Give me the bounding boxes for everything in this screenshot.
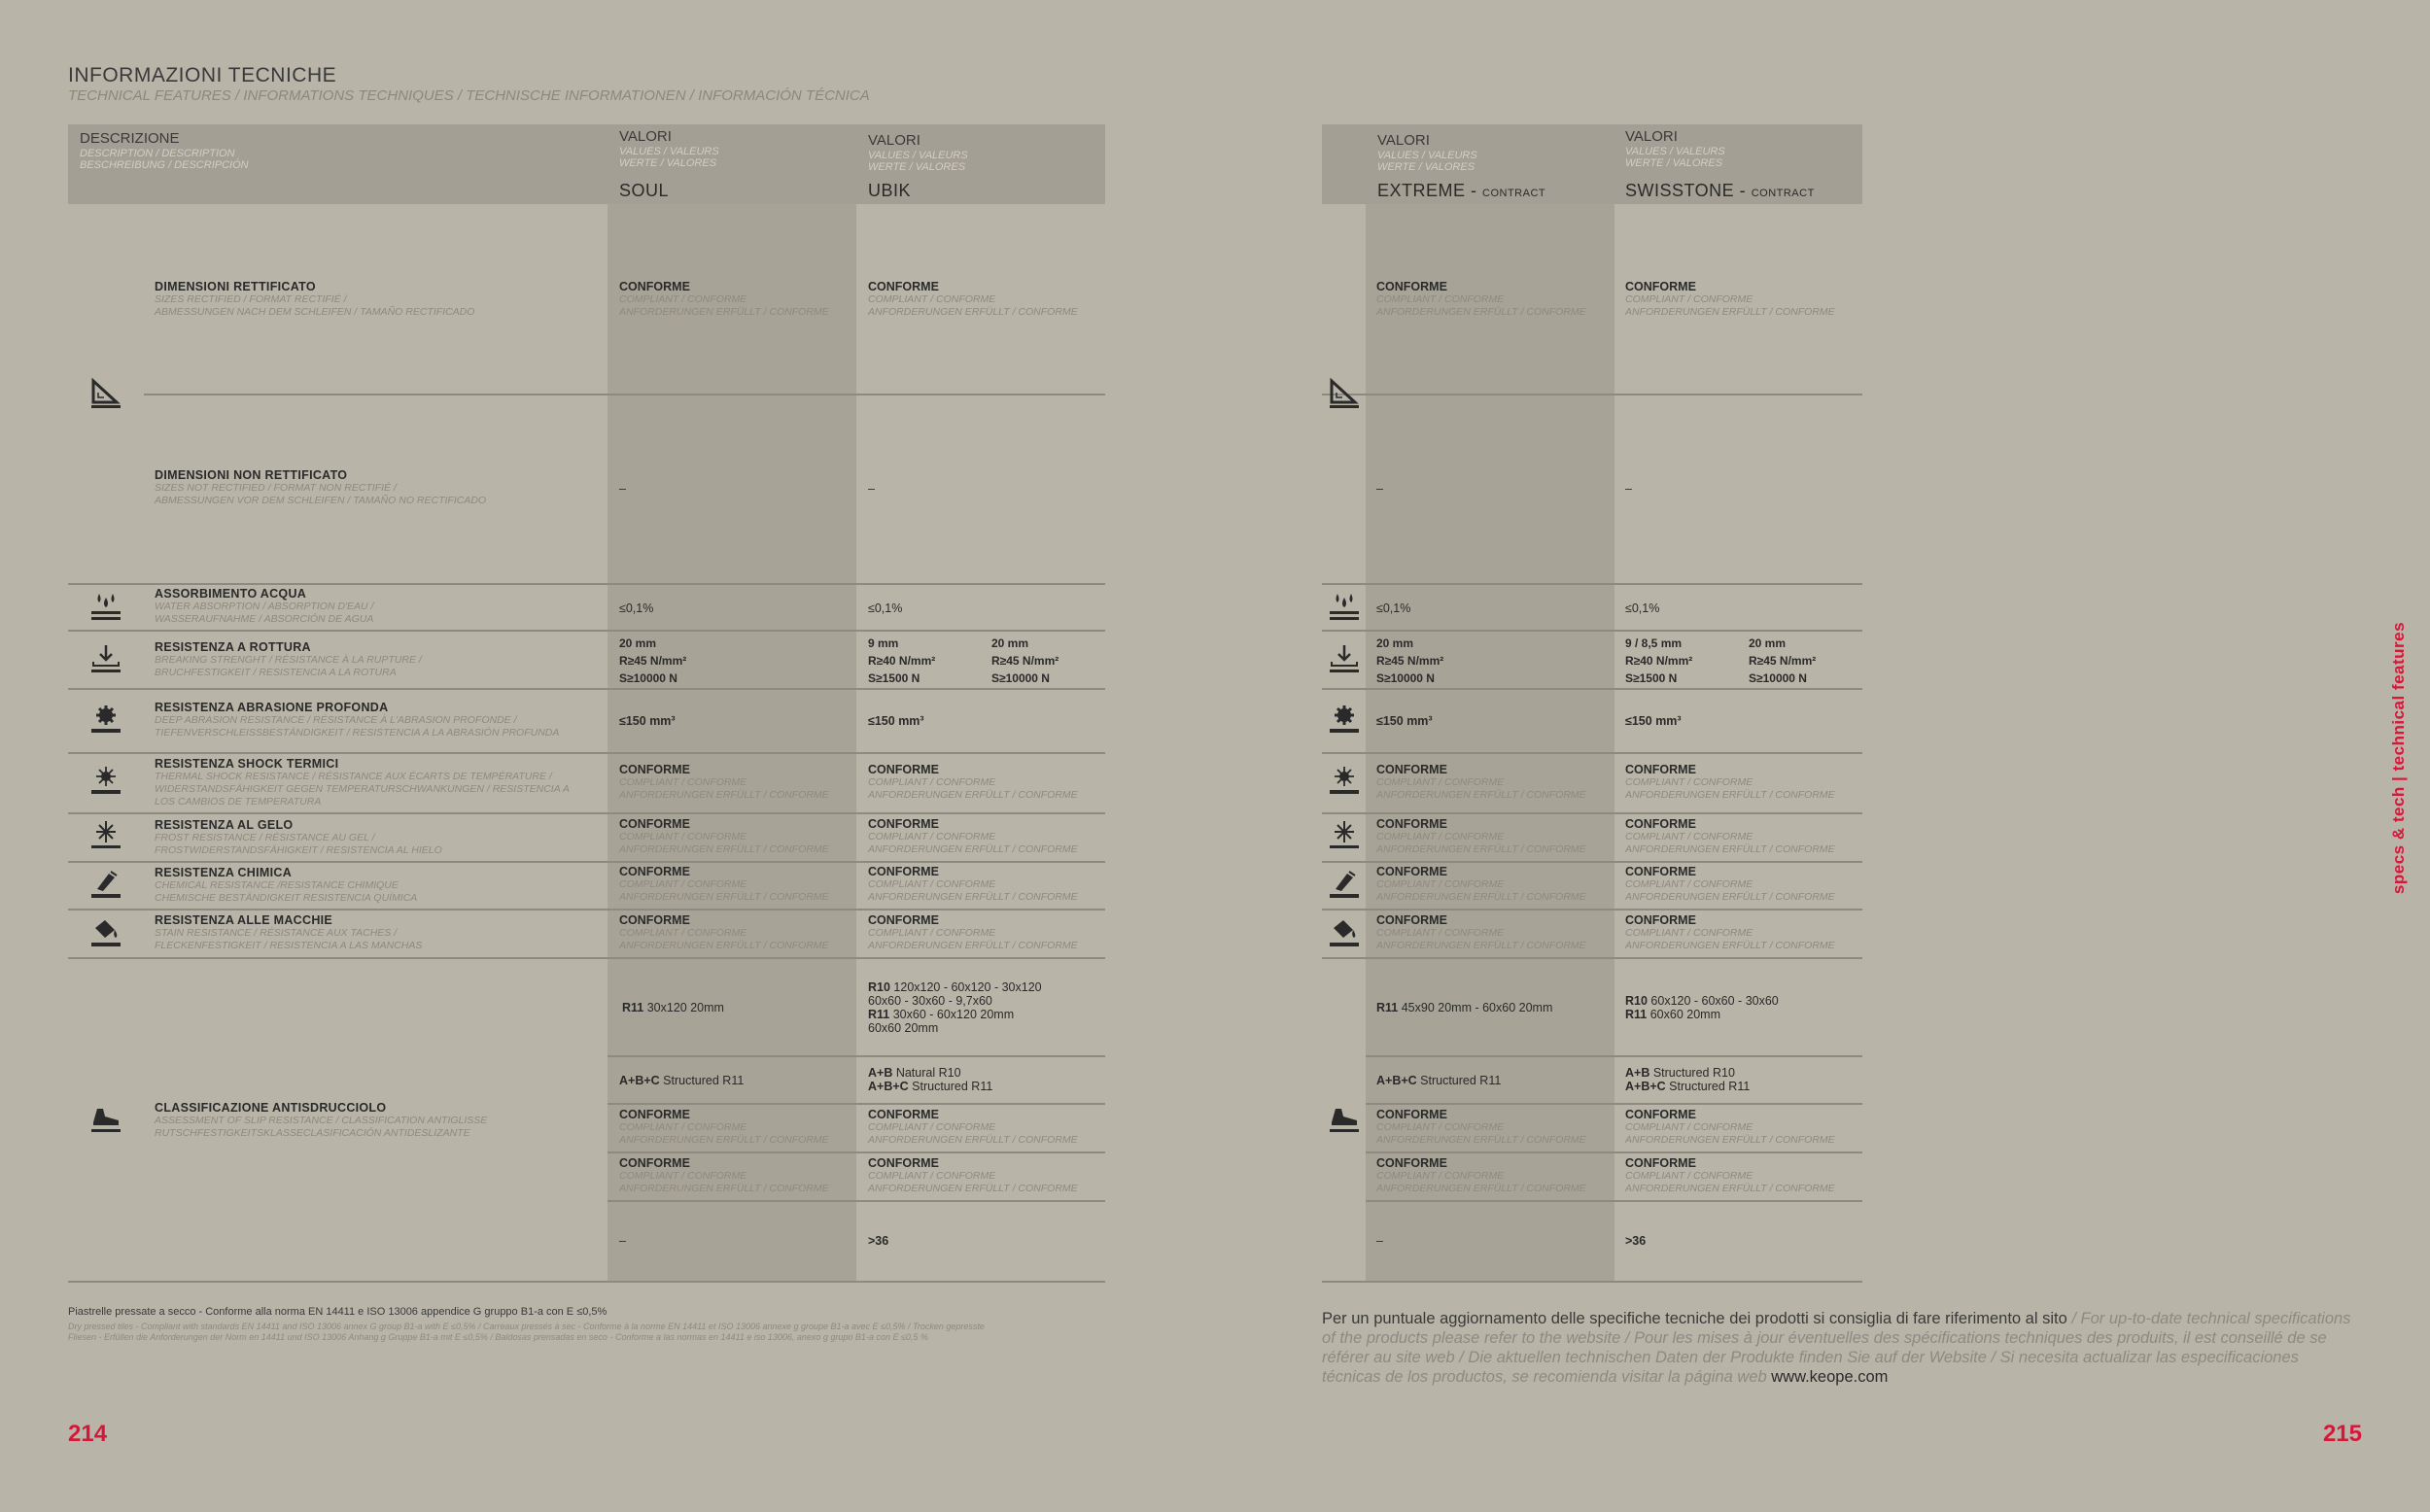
row-label: RESISTENZA A ROTTURA	[155, 640, 311, 654]
row-divider	[1322, 812, 1862, 814]
value-sub: COMPLIANT / CONFORME ANFORDERUNGEN ERFÜLLT / CONFORME	[1625, 1121, 1835, 1146]
row-divider	[68, 957, 1105, 959]
values-header-sub: VALUES / VALEURS WERTE / VALORES	[619, 146, 719, 169]
value-line	[1625, 1080, 1750, 1093]
swisstone-slip-conf2	[1625, 1156, 1835, 1195]
value-bold: A+B+C	[619, 1074, 660, 1087]
value-bold: CONFORME	[868, 280, 939, 293]
value-text: 60x60 20mm	[868, 1021, 939, 1035]
extreme-slip-conf1	[1376, 1108, 1586, 1147]
row-sublabel: THERMAL SHOCK RESISTANCE / RÉSISTANCE AUX ÉCARTS DE TEMPÉRATURE / WIDERSTANDSFÄHIGKEIT GEGEN TEMPERATURSCHWANKUNGEN / RESISTENCIA A LOS CAMBIOS DE TEMPERATURA	[155, 771, 570, 808]
extreme-chimica-value	[1376, 865, 1586, 904]
row-divider	[608, 1055, 1105, 1057]
extreme-nonrett-value: –	[1376, 482, 1383, 496]
value-bold: CONFORME	[1376, 817, 1447, 831]
row-assorbimento-acqua	[155, 587, 373, 626]
row-label: DIMENSIONI RETTIFICATO	[155, 280, 316, 293]
swisstone-slip-r-value	[1625, 994, 1779, 1021]
product-name: SWISSTONE -	[1625, 181, 1752, 200]
soul-rottura-value: 20 mm R≥45 N/mm² S≥10000 N	[619, 636, 687, 685]
row-divider	[1322, 688, 1862, 690]
description-header-label: DESCRIZIONE	[80, 130, 180, 147]
ubik-abrasione-value: ≤150 mm³	[868, 714, 924, 728]
row-divider	[1322, 957, 1862, 959]
values-header-sub: VALUES / VALEURS WERTE / VALORES	[868, 150, 968, 173]
product-name: EXTREME -	[1377, 181, 1483, 200]
value-text: Structured R10	[1649, 1066, 1735, 1080]
breaking-arrow-icon	[89, 642, 122, 675]
swisstone-nonrett-value: –	[1625, 482, 1632, 496]
chemical-flask-icon	[89, 868, 122, 901]
values-header-sub: VALUES / VALEURS WERTE / VALORES	[1625, 146, 1725, 169]
set-square-icon	[1328, 377, 1361, 410]
value-sub: COMPLIANT / CONFORME ANFORDERUNGEN ERFÜLLT / CONFORME	[1376, 1170, 1586, 1194]
value-bold: CONFORME	[868, 763, 939, 776]
soul-acqua-value: ≤0,1%	[619, 601, 654, 615]
product-suffix: CONTRACT	[1751, 188, 1815, 199]
values-header-sub: VALUES / VALEURS WERTE / VALORES	[1377, 150, 1477, 173]
page-number-right: 215	[2322, 1421, 2362, 1447]
water-drops-icon	[89, 590, 122, 623]
row-divider	[68, 861, 1105, 863]
value-bold: A+B	[868, 1066, 893, 1080]
row-dimensioni-non-rettificato	[155, 468, 486, 507]
extreme-slip-conf2	[1376, 1156, 1586, 1195]
value-bold: CONFORME	[619, 913, 690, 927]
value-line	[1625, 1066, 1750, 1080]
row-divider	[144, 394, 1105, 395]
extreme-slip-r-value	[1376, 1001, 1552, 1014]
value-sub: COMPLIANT / CONFORME ANFORDERUNGEN ERFÜLLT / CONFORME	[1376, 293, 1586, 318]
value-bold: CONFORME	[1625, 913, 1696, 927]
chemical-flask-icon	[1328, 868, 1361, 901]
value-text: Structured R11	[908, 1080, 993, 1093]
row-sublabel: SIZES NOT RECTIFIED / FORMAT NON RECTIFIÉ / ABMESSUNGEN VOR DEM SCHLEIFEN / TAMAÑO NO RECTIFICADO	[155, 482, 487, 506]
value-sub: COMPLIANT / CONFORME ANFORDERUNGEN ERFÜLLT / CONFORME	[1376, 831, 1586, 855]
product-ubik-header: UBIK	[868, 181, 912, 200]
footnote-left: Piastrelle pressate a secco - Conforme alla norma EN 14411 e ISO 13006 appendice G gruppo B1-a con E ≤0,5%	[68, 1306, 608, 1318]
row-classificazione-antisdrucciolo	[155, 1101, 487, 1140]
value-bold: CONFORME	[868, 913, 939, 927]
row-sublabel: ASSESSMENT OF SLIP RESISTANCE / CLASSIFICATION ANTIGLISSE RUTSCHFESTIGKEITSKLASSECLASIFICACIÓN ANTIDESLIZANTE	[155, 1115, 488, 1139]
value-text: 60x60 20mm	[1647, 1008, 1720, 1021]
soul-abrasione-value: ≤150 mm³	[619, 714, 676, 728]
side-section-label	[2379, 602, 2418, 913]
extreme-slip-last: –	[1376, 1234, 1383, 1248]
value-sub: COMPLIANT / CONFORME ANFORDERUNGEN ERFÜLLT / CONFORME	[1376, 1121, 1586, 1146]
row-label: RESISTENZA ABRASIONE PROFONDA	[155, 701, 389, 714]
slip-shoe-icon	[89, 1103, 122, 1136]
value-bold: CONFORME	[1625, 817, 1696, 831]
extreme-gelo-value	[1376, 817, 1586, 856]
thermal-shock-icon	[1328, 764, 1361, 797]
value-bold: A+B	[1625, 1066, 1650, 1080]
row-label: RESISTENZA AL GELO	[155, 818, 294, 832]
row-label: DIMENSIONI NON RETTIFICATO	[155, 468, 348, 482]
row-resistenza-chimica	[155, 866, 417, 905]
value-bold: R11	[622, 1001, 644, 1014]
ubik-rottura-value-a: 9 mm R≥40 N/mm² S≥1500 N	[868, 636, 936, 685]
row-divider	[68, 909, 1105, 911]
left-table-header	[68, 124, 1105, 204]
value-bold: CONFORME	[619, 865, 690, 878]
row-divider	[68, 752, 1105, 754]
soul-chimica-value	[619, 865, 829, 904]
swisstone-macchie-value	[1625, 913, 1835, 952]
value-sub: COMPLIANT / CONFORME ANFORDERUNGEN ERFÜLLT / CONFORME	[619, 1170, 829, 1194]
value-sub: COMPLIANT / CONFORME ANFORDERUNGEN ERFÜLLT / CONFORME	[619, 1121, 829, 1146]
value-bold: R11	[1376, 1001, 1399, 1014]
value-sub: COMPLIANT / CONFORME ANFORDERUNGEN ERFÜLLT / CONFORME	[1376, 927, 1586, 951]
footnote-right-translations: / For up-to-date technical specifications of the products please refer to the website / Pour les mises à jour éventuelles des spécifications techniques des produits, il est conseillé de se référer au site web / Die aktuellen technischen Daten der Produkte finden Sie auf der Website / Si necesita actualizar las especificaciones técnicas de los productos, se recomienda visitar la página web	[1322, 1310, 2351, 1386]
row-divider	[1322, 752, 1862, 754]
stain-bucket-icon	[1328, 916, 1361, 949]
set-square-icon	[89, 377, 122, 410]
row-divider	[1322, 861, 1862, 863]
value-text: Structured R11	[659, 1074, 745, 1087]
value-line	[868, 1021, 1042, 1035]
values-header-label: VALORI	[619, 128, 672, 145]
row-divider	[608, 1151, 1105, 1153]
value-sub: COMPLIANT / CONFORME ANFORDERUNGEN ERFÜLLT / CONFORME	[868, 878, 1078, 903]
row-divider	[1322, 394, 1862, 395]
value-sub: COMPLIANT / CONFORME ANFORDERUNGEN ERFÜLLT / CONFORME	[619, 927, 829, 951]
value-sub: COMPLIANT / CONFORME ANFORDERUNGEN ERFÜLLT / CONFORME	[1376, 776, 1586, 801]
value-bold: CONFORME	[1376, 1108, 1447, 1121]
value-text: Structured R11	[1416, 1074, 1502, 1087]
frost-snowflake-icon	[89, 818, 122, 851]
row-dimensioni-rettificato	[155, 280, 474, 319]
value-sub: COMPLIANT / CONFORME ANFORDERUNGEN ERFÜLLT / CONFORME	[619, 831, 829, 855]
value-text: Natural R10	[892, 1066, 961, 1080]
value-bold: CONFORME	[1376, 913, 1447, 927]
soul-nonrett-value: –	[619, 482, 626, 496]
thermal-shock-icon	[89, 764, 122, 797]
value-text: 30x60 - 60x120 20mm	[889, 1008, 1015, 1021]
side-label-text: specs & tech | technical features	[2389, 621, 2408, 895]
swisstone-rottura-value-b: 20 mm R≥45 N/mm² S≥10000 N	[1749, 636, 1817, 685]
ubik-chimica-value	[868, 865, 1078, 904]
soul-gelo-value	[619, 817, 829, 856]
soul-macchie-value	[619, 913, 829, 952]
extreme-shock-value	[1376, 763, 1586, 802]
swisstone-slip-c-value	[1625, 1066, 1750, 1093]
page-number-left: 214	[68, 1421, 108, 1447]
swisstone-gelo-value	[1625, 817, 1835, 856]
row-sublabel: FROST RESISTANCE / RÉSISTANCE AU GEL / FROSTWIDERSTANDSFÄHIGKEIT / RESISTENCIA AL HIELO	[155, 832, 442, 856]
value-bold: CONFORME	[1625, 280, 1696, 293]
value-bold: CONFORME	[868, 1156, 939, 1170]
value-text: 60x60 - 30x60 - 9,7x60	[868, 994, 992, 1008]
soul-slip-conf2	[619, 1156, 829, 1195]
ubik-slip-c-value	[868, 1066, 992, 1093]
row-resistenza-abrasione	[155, 701, 559, 739]
value-bold: CONFORME	[619, 763, 690, 776]
footnote-left-translations: Dry pressed tiles - Compliant with standards EN 14411 and ISO 13006 annex G group B1-a with E ≤0,5% / Carreaux pressés à sec - Conforme à la norme EN 14411 et ISO 13006 annexe g groupe B1-a avec E ≤0,5% / Trocken gepresste Fliesen - Erfüllen die Anforderungen der Norm en 14411 und ISO 13006 Anhang g Gruppe B1-a mit E ≤0,5% / Baldosas prensadas en seco - Conforme a las normas en 14411 e iso 13006, anexo g grupo B1-a con E ≤0,5 %	[68, 1322, 985, 1342]
value-text: 30x120 20mm	[643, 1001, 724, 1014]
value-line	[868, 994, 1042, 1008]
frost-snowflake-icon	[1328, 818, 1361, 851]
swisstone-shock-value	[1625, 763, 1835, 802]
value-bold: A+B+C	[1625, 1080, 1666, 1093]
row-divider	[1366, 1103, 1862, 1105]
row-sublabel: BREAKING STRENGHT / RÉSISTANCE À LA RUPTURE / BRUCHFESTIGKEIT / RESISTENCIA A LA ROTURA	[155, 654, 422, 678]
value-sub: COMPLIANT / CONFORME ANFORDERUNGEN ERFÜLLT / CONFORME	[619, 776, 829, 801]
swisstone-rottura-value-a: 9 / 8,5 mm R≥40 N/mm² S≥1500 N	[1625, 636, 1693, 685]
swisstone-chimica-value	[1625, 865, 1835, 904]
value-line	[868, 1008, 1042, 1021]
value-sub: COMPLIANT / CONFORME ANFORDERUNGEN ERFÜLLT / CONFORME	[619, 293, 829, 318]
extreme-abrasione-value: ≤150 mm³	[1376, 714, 1433, 728]
row-divider	[608, 1103, 1105, 1105]
extreme-rottura-value: 20 mm R≥45 N/mm² S≥10000 N	[1376, 636, 1444, 685]
row-resistenza-gelo	[155, 818, 442, 857]
value-sub: COMPLIANT / CONFORME ANFORDERUNGEN ERFÜLLT / CONFORME	[1625, 927, 1835, 951]
row-resistenza-macchie	[155, 913, 422, 952]
row-divider	[1322, 909, 1862, 911]
ubik-acqua-value: ≤0,1%	[868, 601, 903, 615]
value-sub: COMPLIANT / CONFORME ANFORDERUNGEN ERFÜLLT / CONFORME	[1625, 293, 1835, 318]
value-bold: CONFORME	[868, 865, 939, 878]
row-sublabel: SIZES RECTIFIED / FORMAT RECTIFIÉ / ABMESSUNGEN NACH DEM SCHLEIFEN / TAMAÑO RECTIFICADO	[155, 293, 475, 318]
soul-shock-value	[619, 763, 829, 802]
value-text: 45x90 20mm - 60x60 20mm	[1398, 1001, 1553, 1014]
footnote-right-it: Per un puntuale aggiornamento delle specifiche tecniche dei prodotti si consiglia di fare riferimento al sito	[1322, 1310, 2067, 1327]
row-label: RESISTENZA ALLE MACCHIE	[155, 913, 333, 927]
soul-rettificato-value	[619, 280, 829, 319]
value-bold: R11	[1625, 1008, 1648, 1021]
row-divider	[608, 1200, 1105, 1202]
values-header-label: VALORI	[1377, 132, 1430, 149]
row-divider	[68, 812, 1105, 814]
value-bold: R10	[1625, 994, 1648, 1008]
value-bold: A+B+C	[868, 1080, 909, 1093]
breaking-arrow-icon	[1328, 642, 1361, 675]
product-suffix: CONTRACT	[1482, 188, 1546, 199]
value-bold: CONFORME	[1625, 1156, 1696, 1170]
value-bold: R11	[868, 1008, 890, 1021]
value-bold: CONFORME	[1625, 763, 1696, 776]
values-header-label: VALORI	[1625, 128, 1678, 145]
ubik-macchie-value	[868, 913, 1078, 952]
value-text: Structured R11	[1665, 1080, 1751, 1093]
value-sub: COMPLIANT / CONFORME ANFORDERUNGEN ERFÜLLT / CONFORME	[868, 1121, 1078, 1146]
right-table-header	[1322, 124, 1862, 204]
ubik-nonrett-value: –	[868, 482, 875, 496]
row-divider	[68, 1281, 1105, 1283]
footnote-right	[1322, 1309, 2362, 1387]
page-title: INFORMAZIONI TECNICHE	[68, 64, 337, 86]
value-line	[868, 980, 1042, 994]
extreme-rettificato-value	[1376, 280, 1586, 319]
product-swisstone-header	[1625, 181, 1815, 201]
value-sub: COMPLIANT / CONFORME ANFORDERUNGEN ERFÜLLT / CONFORME	[1625, 1170, 1835, 1194]
value-bold: CONFORME	[1376, 865, 1447, 878]
ubik-slip-r-value	[868, 980, 1042, 1035]
swisstone-slip-conf1	[1625, 1108, 1835, 1147]
ubik-shock-value	[868, 763, 1078, 802]
ubik-slip-conf1	[868, 1108, 1078, 1147]
abrasion-gear-icon	[89, 703, 122, 736]
value-bold: CONFORME	[1376, 1156, 1447, 1170]
value-text: 60x120 - 60x60 - 30x60	[1647, 994, 1779, 1008]
ubik-rettificato-value	[868, 280, 1078, 319]
value-sub: COMPLIANT / CONFORME ANFORDERUNGEN ERFÜLLT / CONFORME	[1376, 878, 1586, 903]
swisstone-rettificato-value	[1625, 280, 1835, 319]
value-line	[1625, 994, 1779, 1008]
row-label: RESISTENZA CHIMICA	[155, 866, 293, 879]
soul-slip-c-value	[619, 1074, 744, 1087]
row-divider	[68, 583, 1105, 585]
product-soul-header: SOUL	[619, 181, 670, 200]
value-bold: CONFORME	[619, 817, 690, 831]
row-divider	[1366, 1151, 1862, 1153]
value-bold: A+B+C	[1376, 1074, 1417, 1087]
value-sub: COMPLIANT / CONFORME ANFORDERUNGEN ERFÜLLT / CONFORME	[868, 1170, 1078, 1194]
extreme-acqua-value: ≤0,1%	[1376, 601, 1411, 615]
values-header-label: VALORI	[868, 132, 920, 149]
value-bold: CONFORME	[619, 1108, 690, 1121]
value-bold: R10	[868, 980, 890, 994]
value-bold: CONFORME	[1625, 1108, 1696, 1121]
water-drops-icon	[1328, 590, 1361, 623]
soul-slip-r-value	[622, 1001, 724, 1014]
value-bold: CONFORME	[619, 280, 690, 293]
value-bold: CONFORME	[619, 1156, 690, 1170]
value-sub: COMPLIANT / CONFORME ANFORDERUNGEN ERFÜLLT / CONFORME	[868, 927, 1078, 951]
row-divider	[68, 688, 1105, 690]
row-divider	[1322, 630, 1862, 632]
value-bold: CONFORME	[1376, 280, 1447, 293]
value-sub: COMPLIANT / CONFORME ANFORDERUNGEN ERFÜLLT / CONFORME	[868, 776, 1078, 801]
value-sub: COMPLIANT / CONFORME ANFORDERUNGEN ERFÜLLT / CONFORME	[1625, 831, 1835, 855]
value-bold: CONFORME	[868, 1108, 939, 1121]
value-sub: COMPLIANT / CONFORME ANFORDERUNGEN ERFÜLLT / CONFORME	[1625, 776, 1835, 801]
value-sub: COMPLIANT / CONFORME ANFORDERUNGEN ERFÜLLT / CONFORME	[868, 831, 1078, 855]
extreme-macchie-value	[1376, 913, 1586, 952]
soul-slip-conf1	[619, 1108, 829, 1147]
row-divider	[1322, 1281, 1862, 1283]
ubik-slip-conf2	[868, 1156, 1078, 1195]
row-sublabel: CHEMICAL RESISTANCE /RESISTANCE CHIMIQUE CHEMISCHE BESTÄNDIGKEIT RESISTENCIA QUÍMICA	[155, 879, 418, 904]
swisstone-abrasione-value: ≤150 mm³	[1625, 714, 1682, 728]
value-text: 120x120 - 60x120 - 30x120	[889, 980, 1042, 994]
row-label: CLASSIFICAZIONE ANTISDRUCCIOLO	[155, 1101, 387, 1115]
value-line	[868, 1066, 992, 1080]
ubik-gelo-value	[868, 817, 1078, 856]
value-bold: CONFORME	[1376, 763, 1447, 776]
row-sublabel: DEEP ABRASION RESISTANCE / RÉSISTANCE À L'ABRASION PROFONDE / TIEFENVERSCHLEISSBESTÄNDIGKEIT / RESISTENCIA A LA ABRASIÓN PROFUNDA	[155, 714, 560, 739]
value-sub: COMPLIANT / CONFORME ANFORDERUNGEN ERFÜLLT / CONFORME	[868, 293, 1078, 318]
value-bold: CONFORME	[1625, 865, 1696, 878]
abrasion-gear-icon	[1328, 703, 1361, 736]
row-divider	[1322, 583, 1862, 585]
swisstone-slip-last: >36	[1625, 1234, 1647, 1248]
value-sub: COMPLIANT / CONFORME ANFORDERUNGEN ERFÜLLT / CONFORME	[1625, 878, 1835, 903]
soul-slip-last: –	[619, 1234, 626, 1248]
ubik-slip-last: >36	[868, 1234, 889, 1248]
ubik-rottura-value-b: 20 mm R≥45 N/mm² S≥10000 N	[991, 636, 1059, 685]
row-divider	[1366, 1055, 1862, 1057]
row-sublabel: WATER ABSORPTION / ABSORPTION D'EAU / WASSERAUFNAHME / ABSORCIÓN DE AGUA	[155, 601, 374, 625]
description-header-sub: DESCRIPTION / DESCRIPTION BESCHREIBUNG / DESCRIPCIÓN	[80, 148, 249, 171]
value-line	[1625, 1008, 1779, 1021]
value-line	[868, 1080, 992, 1093]
value-sub: COMPLIANT / CONFORME ANFORDERUNGEN ERFÜLLT / CONFORME	[619, 878, 829, 903]
swisstone-acqua-value: ≤0,1%	[1625, 601, 1660, 615]
row-divider	[1366, 1200, 1862, 1202]
value-bold: CONFORME	[868, 817, 939, 831]
row-sublabel: STAIN RESISTANCE / RÉSISTANCE AUX TACHES / FLECKENFESTIGKEIT / RESISTENCIA A LAS MANCHAS	[155, 927, 423, 951]
extreme-slip-c-value	[1376, 1074, 1501, 1087]
row-label: ASSORBIMENTO ACQUA	[155, 587, 307, 601]
row-divider	[68, 630, 1105, 632]
slip-shoe-icon	[1328, 1103, 1361, 1136]
website-link[interactable]: www.keope.com	[1766, 1368, 1889, 1386]
product-extreme-header	[1377, 181, 1545, 201]
row-label: RESISTENZA SHOCK TERMICI	[155, 757, 339, 771]
row-resistenza-rottura	[155, 640, 422, 679]
stain-bucket-icon	[89, 916, 122, 949]
row-resistenza-shock-termici	[155, 757, 570, 808]
page-subtitle: TECHNICAL FEATURES / INFORMATIONS TECHNIQUES / TECHNISCHE INFORMATIONEN / INFORMACIÓN TÉCNICA	[68, 87, 870, 104]
